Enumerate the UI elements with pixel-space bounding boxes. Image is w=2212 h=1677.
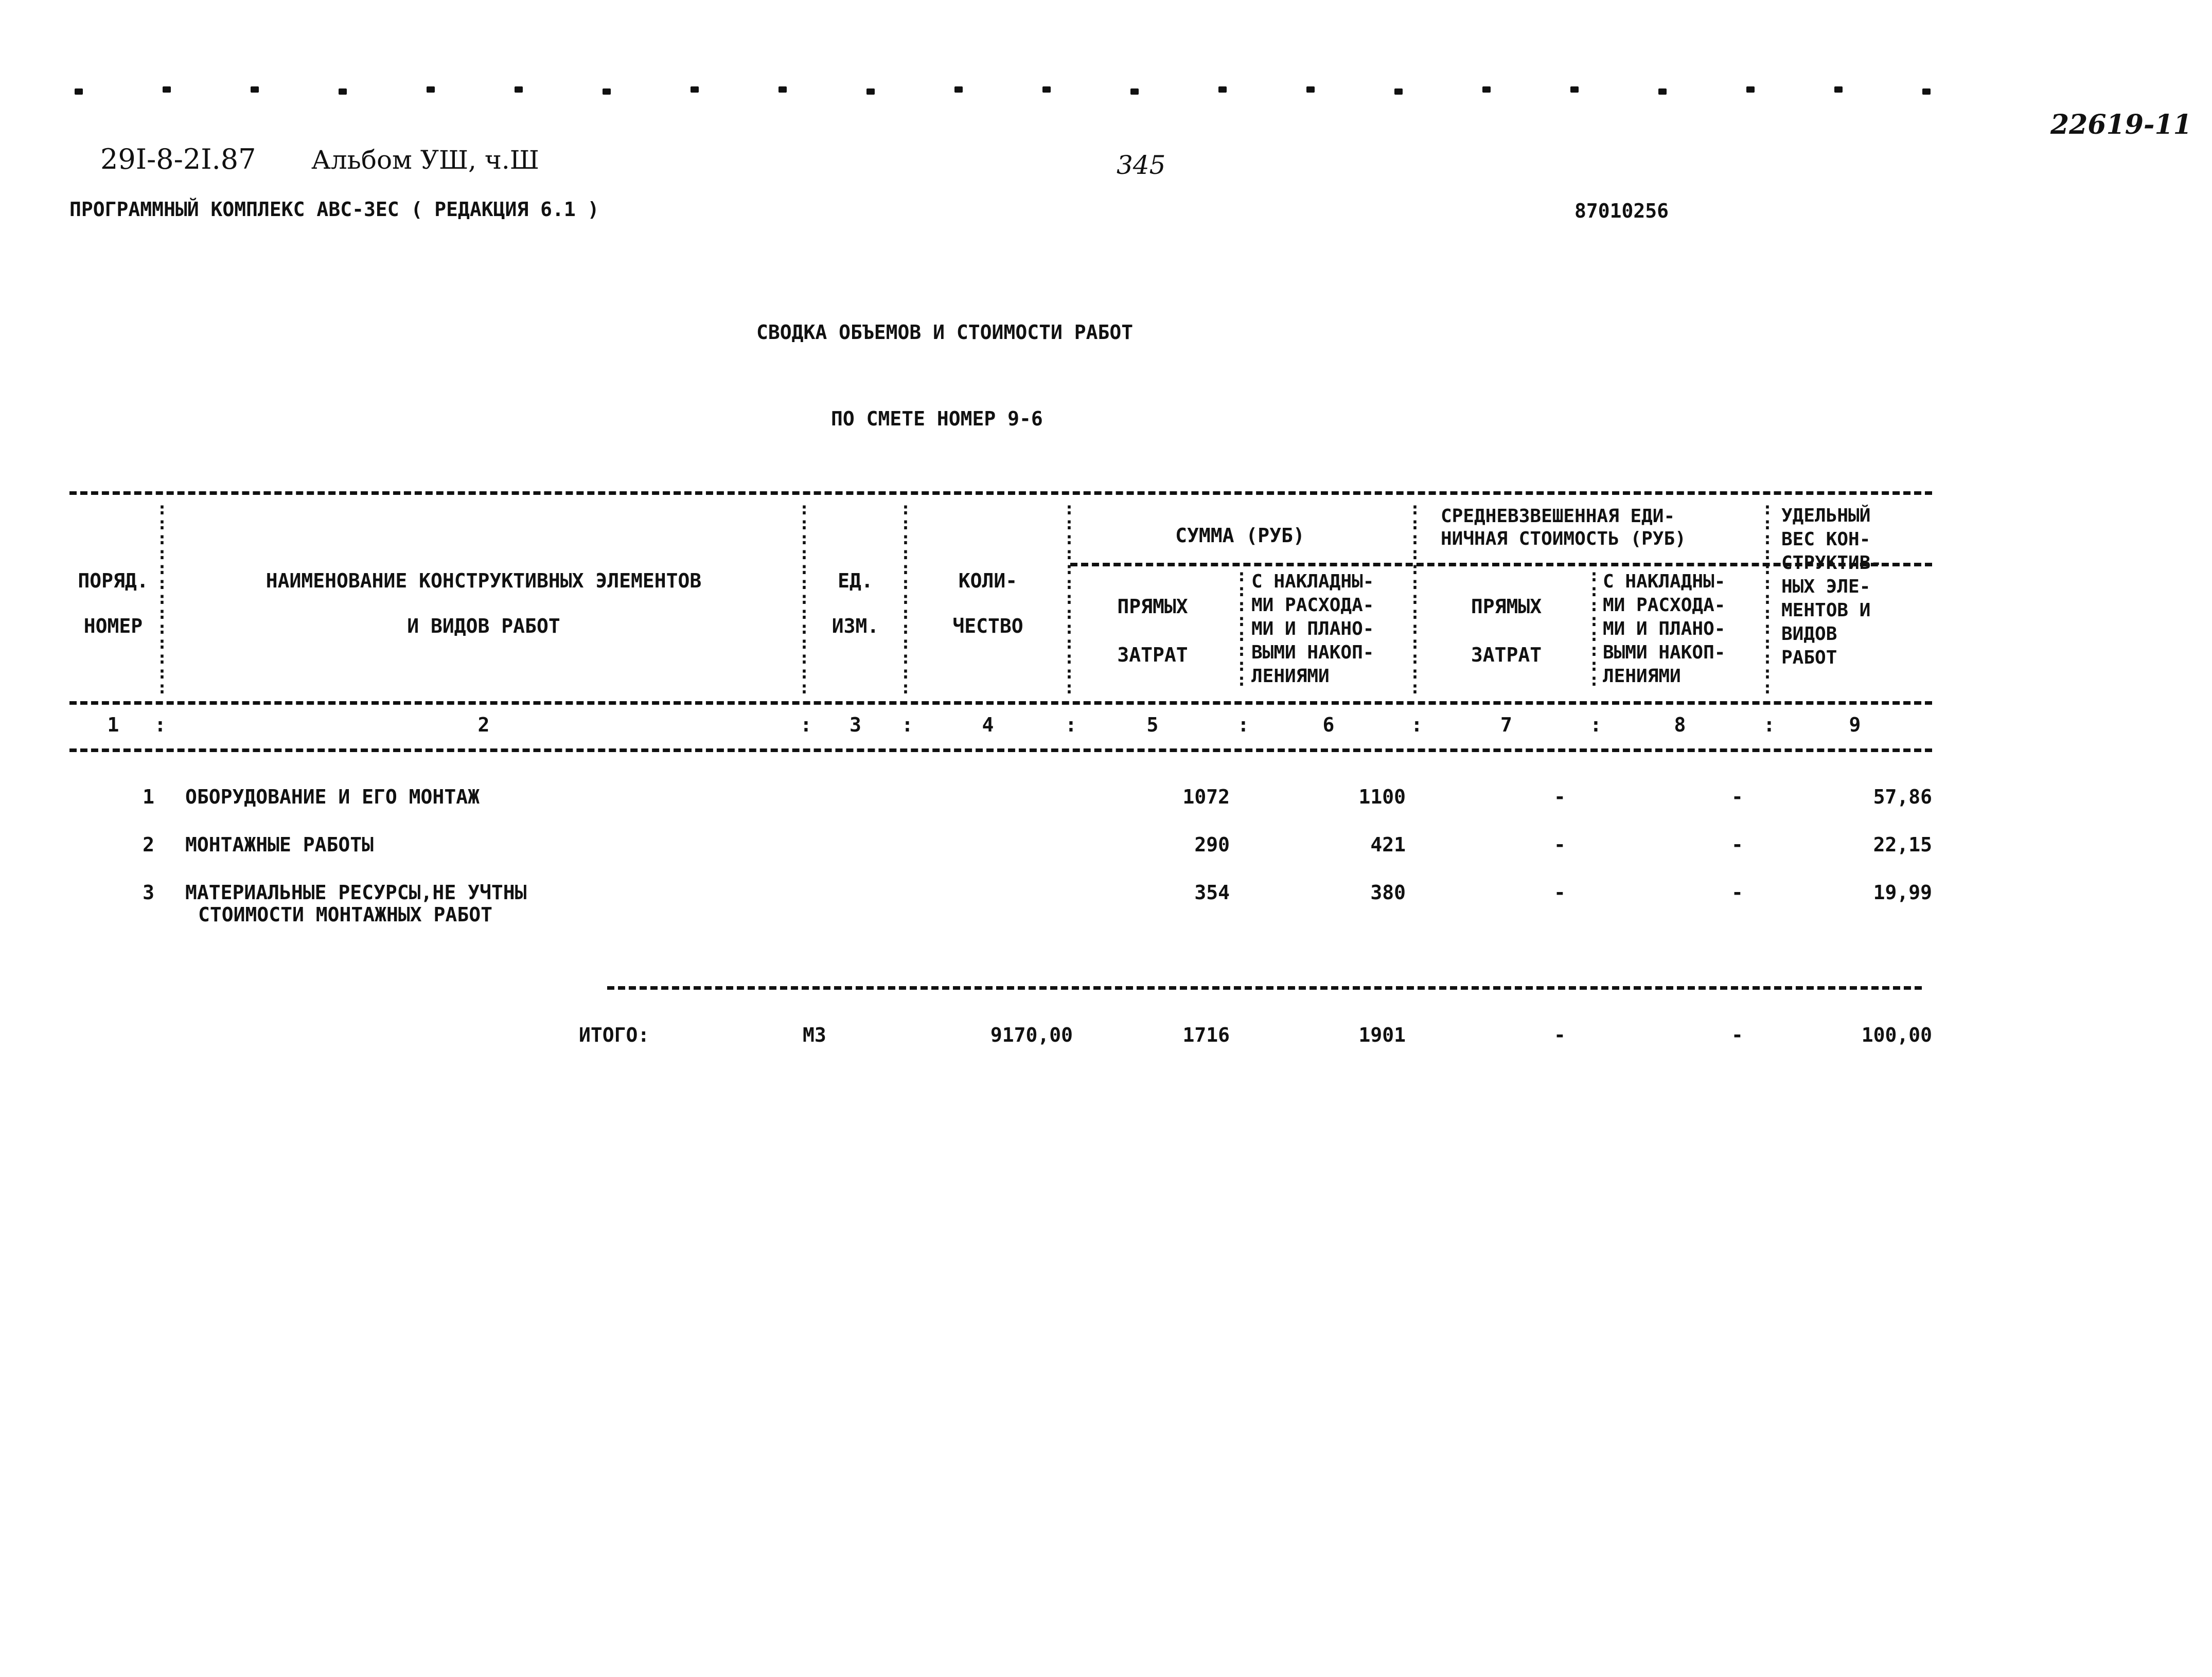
perforation-dot <box>1042 86 1051 93</box>
row-overhead: 421 <box>1370 833 1406 856</box>
album-code: 29I-8-2I.87 <box>100 143 256 175</box>
album-title: Альбом УШ, ч.Ш <box>311 145 539 175</box>
perforation-dot <box>1570 86 1579 93</box>
col-number-2: 2 <box>477 713 490 736</box>
col-number-6: 6 <box>1322 713 1335 736</box>
sep-col5: : : : : : : : : <box>1236 565 1247 690</box>
head-sum-direct <box>1075 594 1230 667</box>
table-top-rule <box>69 491 1932 495</box>
head-col2-line2: И ВИДОВ РАБОТ <box>407 615 560 637</box>
col-number-7: 7 <box>1500 713 1512 736</box>
head-col2 <box>175 568 792 638</box>
head-avg-overhead-2: МИ РАСХОДА- <box>1603 595 1726 616</box>
col-number-8: 8 <box>1674 713 1686 736</box>
row-name: ОБОРУДОВАНИЕ И ЕГО МОНТАЖ <box>185 786 480 808</box>
program-line: ПРОГРАММНЫЙ КОМПЛЕКС АВС-3ЕС ( РЕДАКЦИЯ 6.1 ) <box>69 198 599 221</box>
row-avg-overhead: - <box>1731 786 1743 808</box>
head-sum-overhead-4: ВЫМИ НАКОП- <box>1251 642 1374 663</box>
col-number-4: 4 <box>982 713 994 736</box>
head-avg-title-line2: НИЧНАЯ СТОИМОСТЬ (РУБ) <box>1441 528 1686 549</box>
perforation-dot <box>339 88 347 95</box>
head-col4-line1: КОЛИ- <box>958 569 1018 592</box>
head-avg-title <box>1441 505 1760 550</box>
sep-col2: : : : : : : : : : : : : : <box>799 498 810 698</box>
perforation-dot <box>1922 88 1931 95</box>
col-number-sep: : <box>1763 713 1775 736</box>
head-avg-overhead-3: МИ И ПЛАНО- <box>1603 618 1726 639</box>
perforation-dot <box>1306 86 1315 93</box>
col-number-1: 1 <box>107 713 119 736</box>
head-weight-5: МЕНТОВ И <box>1781 600 1871 621</box>
sep-col8: : : : : : : : : : : : : : <box>1762 498 1773 698</box>
report-title: СВОДКА ОБЪЕМОВ И СТОИМОСТИ РАБОТ <box>756 321 1134 344</box>
total-rule <box>607 986 1922 990</box>
total-overhead: 1901 <box>1358 1024 1406 1046</box>
col-number-9: 9 <box>1849 713 1861 736</box>
perforation-dot <box>1482 86 1491 93</box>
head-avg-overhead-5: ЛЕНИЯМИ <box>1603 666 1681 687</box>
row-number: 3 <box>143 881 154 904</box>
head-col2-line1: НАИМЕНОВАНИЕ КОНСТРУКТИВНЫХ ЭЛЕМЕНТОВ <box>266 569 702 592</box>
col-number-sep: : <box>1065 713 1077 736</box>
head-sum-overhead-3: МИ И ПЛАНО- <box>1251 618 1374 639</box>
col-number-sep: : <box>1411 713 1423 736</box>
head-col1-line2: НОМЕР <box>83 615 143 637</box>
total-direct: 1716 <box>1182 1024 1230 1046</box>
head-avg-direct <box>1428 594 1585 667</box>
row-overhead: 380 <box>1370 881 1406 904</box>
head-sum-title: СУММА (РУБ) <box>1175 524 1305 547</box>
head-sum-direct-line2: ЗАТРАТ <box>1117 644 1188 666</box>
row-weight: 57,86 <box>1873 786 1932 808</box>
row-avg-overhead: - <box>1731 833 1743 856</box>
head-weight-3: СТРУКТИВ- <box>1781 552 1882 574</box>
head-sum-overhead-2: МИ РАСХОДА- <box>1251 595 1374 616</box>
row-name-continued: СТОИМОСТИ МОНТАЖНЫХ РАБОТ <box>198 903 492 926</box>
col-number-seps: : <box>154 713 166 736</box>
head-col4 <box>918 568 1057 638</box>
row-number: 2 <box>143 833 154 856</box>
row-avg-direct: - <box>1554 833 1566 856</box>
perforation-dot <box>1658 88 1667 95</box>
head-weight-2: ВЕС КОН- <box>1781 529 1871 550</box>
head-sum-overhead-1: С НАКЛАДНЫ- <box>1251 571 1374 592</box>
perforation-dot <box>163 86 171 93</box>
col-number-sep: : <box>901 713 913 736</box>
head-col3-line1: ЕД. <box>838 569 873 592</box>
perforation-dot <box>603 88 611 95</box>
total-weight: 100,00 <box>1861 1024 1932 1046</box>
head-weight-1: УДЕЛЬНЫЙ <box>1781 505 1871 526</box>
head-avg-overhead <box>1603 570 1757 688</box>
row-avg-direct: - <box>1554 881 1566 904</box>
head-weight-4: НЫХ ЭЛЕ- <box>1781 576 1871 597</box>
perforation-dot <box>866 88 875 95</box>
sep-col1: : : : : : : : : : : : : : <box>156 498 168 698</box>
head-weight-6: ВИДОВ <box>1781 623 1837 645</box>
head-col4-line2: ЧЕСТВО <box>952 615 1023 637</box>
perforation-dot <box>1218 86 1227 93</box>
page-number: 345 <box>1117 150 1166 180</box>
total-avg-direct: - <box>1554 1024 1566 1046</box>
head-weight-7: РАБОТ <box>1781 647 1837 668</box>
sep-col4: : : : : : : : : : : : : : <box>1064 498 1075 698</box>
row-direct: 1072 <box>1182 786 1230 808</box>
col-number-5: 5 <box>1146 713 1159 736</box>
perforation-dot <box>691 86 699 93</box>
head-sum-overhead-5: ЛЕНИЯМИ <box>1251 666 1330 687</box>
sep-col7: : : : : : : : : <box>1588 565 1600 690</box>
perforation-dot <box>251 86 259 93</box>
perforation-dot <box>1834 86 1843 93</box>
col-number-sep: : <box>800 713 812 736</box>
head-avg-direct-line2: ЗАТРАТ <box>1471 644 1542 666</box>
total-label: ИТОГО: <box>579 1024 650 1046</box>
col-number-sep: : <box>1590 713 1602 736</box>
row-avg-overhead: - <box>1731 881 1743 904</box>
perforation-dot <box>1746 86 1755 93</box>
head-sum-direct-line1: ПРЯМЫХ <box>1117 595 1188 618</box>
total-avg-overhead: - <box>1731 1024 1743 1046</box>
head-col1 <box>67 568 160 638</box>
row-weight: 22,15 <box>1873 833 1932 856</box>
perforation-dot <box>1394 88 1403 95</box>
row-name: МОНТАЖНЫЕ РАБОТЫ <box>185 833 374 856</box>
perforation-dot <box>1130 88 1139 95</box>
row-direct: 290 <box>1194 833 1230 856</box>
perforation-dot <box>515 86 523 93</box>
perforation-dot <box>778 86 787 93</box>
col-numbers-rule <box>69 748 1932 752</box>
row-name: МАТЕРИАЛЬНЫЕ РЕСУРСЫ,НЕ УЧТНЫ <box>185 881 527 904</box>
header-bottom-rule <box>69 701 1932 705</box>
col-number-sep: : <box>1237 713 1249 736</box>
row-overhead: 1100 <box>1358 786 1406 808</box>
head-avg-overhead-1: С НАКЛАДНЫ- <box>1603 571 1726 592</box>
head-avg-title-line1: СРЕДНЕВЗВЕШЕННАЯ ЕДИ- <box>1441 506 1675 527</box>
total-unit: М3 <box>803 1024 826 1046</box>
head-avg-overhead-4: ВЫМИ НАКОП- <box>1603 642 1726 663</box>
col-number-3: 3 <box>850 713 861 736</box>
doc-code: 87010256 <box>1574 200 1669 222</box>
head-col1-line1: ПОРЯД. <box>78 569 149 592</box>
row-direct: 354 <box>1194 881 1230 904</box>
row-number: 1 <box>143 786 154 808</box>
corner-mark: 22619-11 <box>2050 109 2192 140</box>
row-weight: 19,99 <box>1873 881 1932 904</box>
perforation-dot <box>75 88 83 95</box>
head-sum-overhead <box>1251 570 1406 688</box>
head-col3 <box>816 568 895 638</box>
total-quantity: 9170,00 <box>990 1024 1073 1046</box>
perforation-dot <box>954 86 963 93</box>
estimate-number: ПО СМЕТЕ НОМЕР 9-6 <box>831 407 1043 430</box>
head-weight <box>1781 504 1936 670</box>
head-col3-line2: ИЗМ. <box>831 615 879 637</box>
perforation-dot <box>427 86 435 93</box>
sep-col3: : : : : : : : : : : : : : <box>900 498 911 698</box>
sep-col6: : : : : : : : : : : : : : <box>1409 498 1421 698</box>
row-avg-direct: - <box>1554 786 1566 808</box>
head-avg-direct-line1: ПРЯМЫХ <box>1471 595 1542 618</box>
